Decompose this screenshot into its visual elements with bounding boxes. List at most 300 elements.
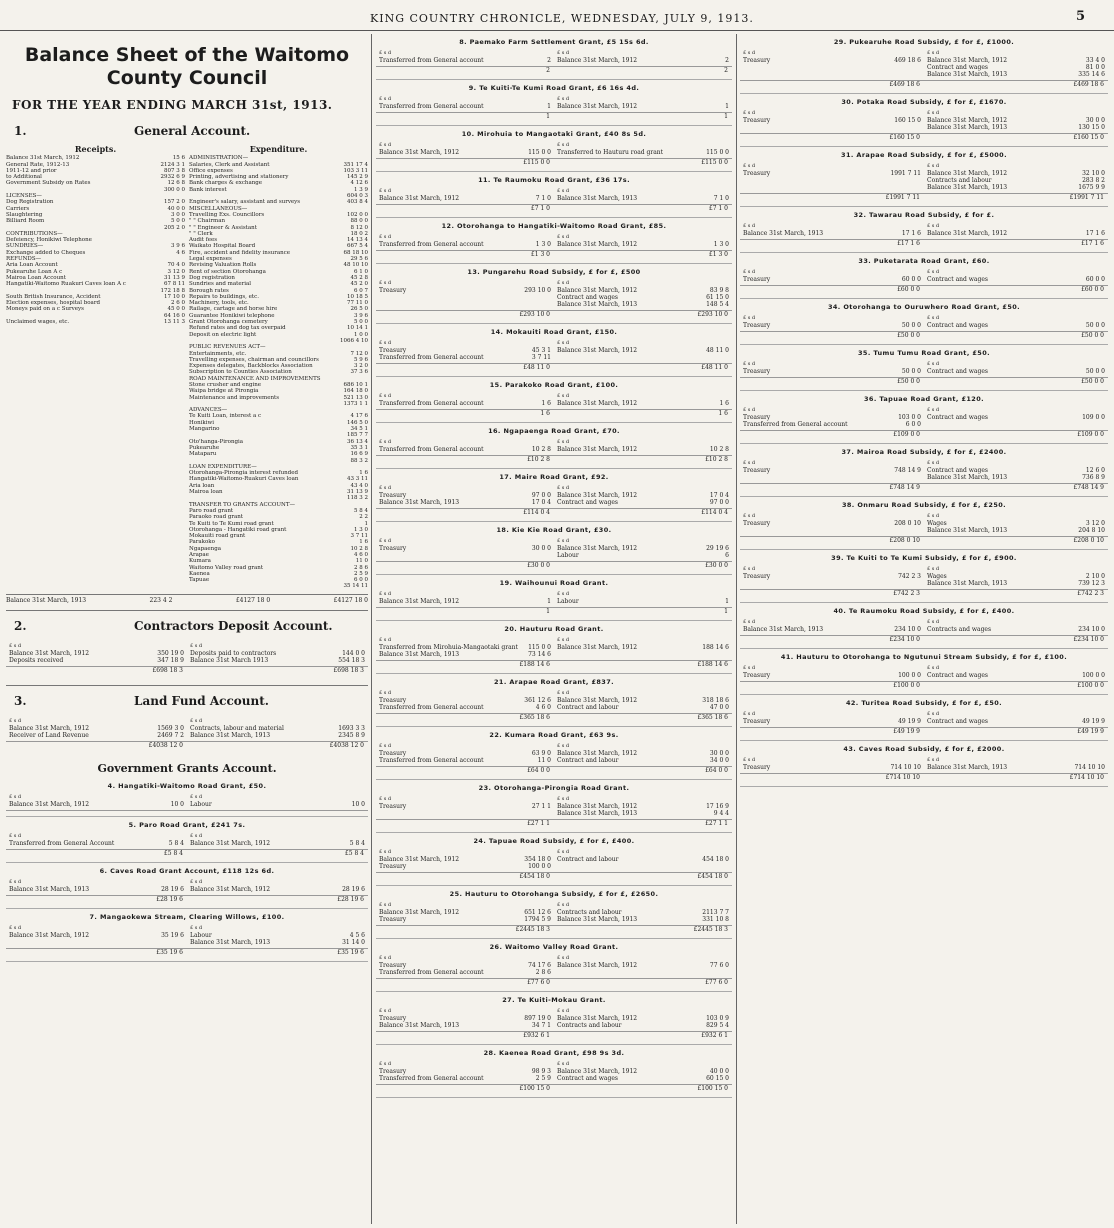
ledger-row [6, 319, 185, 325]
left-side [740, 764, 924, 771]
ledger-label: Mairoa Loan Account [6, 274, 66, 281]
entry-label: Balance 31st March, 1913 [557, 810, 638, 817]
grant-entry [376, 218, 732, 264]
ledger-amount: 2 2 [359, 514, 368, 521]
entry-body [740, 322, 1108, 329]
total-right: £49 19 9 [924, 727, 1108, 735]
entry-label: Treasury [379, 545, 407, 552]
entry-label: Balance 31st March, 1912 [9, 931, 90, 939]
left-side [376, 545, 554, 559]
lsd-row [376, 538, 732, 545]
lsd-left: £ s d [379, 796, 392, 802]
entry-totals [740, 430, 1108, 438]
ledger-label: Engineer's salary, assistant and surveys [189, 199, 301, 206]
ledger-amount: 43 4 0 [350, 482, 368, 489]
total-left: £50 0 0 [740, 331, 924, 339]
lsd-left: £ s d [379, 234, 392, 240]
total-left: £50 0 0 [740, 377, 924, 385]
ledger-label: Repairs to buildings, etc. [189, 293, 259, 300]
ledger-label: Railage, cartage and horse hire [189, 306, 278, 313]
closing-label: Balance 31st March, 1913 [6, 596, 87, 604]
ledger-label: Pukearuhe Loan A c [6, 268, 63, 275]
grant-entry [376, 939, 732, 992]
entry-line [379, 598, 551, 605]
entry-amount: 31 14 0 [342, 938, 365, 946]
entry-amount: 1 3 0 [535, 241, 551, 248]
entry-totals [740, 80, 1108, 88]
entry-line [743, 672, 921, 679]
entry-amount: 2 8 6 [535, 969, 551, 976]
ledger-amount: 185 7 7 [347, 432, 368, 439]
entry-amount: 736 8 9 [1082, 474, 1105, 481]
grant-entry [740, 497, 1108, 550]
entry-label: Treasury [743, 467, 771, 474]
entry-line [743, 421, 921, 428]
entry-line [557, 552, 729, 559]
ledger-label: Borough rates [189, 287, 229, 294]
left-side [376, 287, 554, 308]
entry-label: Transferred from General account [379, 446, 484, 453]
entry-label: Contracts, labour and material [190, 724, 284, 732]
ledger-amount: 45 2 8 [350, 274, 368, 281]
grant-title: 38. Onmaru Road Subsidy, £ for £, £250. [841, 501, 1007, 509]
ledger-label: Te Kuiti Loan, interest a c [189, 413, 262, 420]
ledger-label: ADVANCES— [189, 407, 228, 414]
lsd-left: £ s d [743, 50, 756, 56]
entry-body [376, 644, 732, 658]
entry-body [376, 598, 732, 605]
grant-title: 11. Te Raumoku Road Grant, £36 17s. [478, 176, 630, 184]
total-right: £4038 12 0 [187, 741, 368, 749]
entry-amount: 10 0 [351, 800, 365, 808]
lsd-left: £ s d [379, 188, 392, 194]
entry-line [190, 801, 365, 808]
entry-line [927, 573, 1105, 580]
ledger-amount: 172 18 8 [160, 287, 185, 294]
grant-title: 31. Arapae Road Subsidy, £ for £, £5000. [841, 151, 1007, 159]
total-right: £100 0 0 [924, 681, 1108, 689]
entry-amount: 103 0 9 [706, 1015, 729, 1022]
lsd-right: £ s d [557, 538, 570, 544]
entry-amount: 318 18 6 [702, 697, 729, 704]
left-side [376, 1068, 554, 1082]
grant-title: 27. Te Kuiti-Mokau Grant. [502, 996, 606, 1004]
lsd-right: £ s d [557, 591, 570, 597]
ledger-label: Slaughtering [6, 211, 43, 218]
entry-label: Treasury [743, 672, 771, 679]
entry-amount: 148 5 4 [706, 301, 729, 308]
entry-amount: 742 2 3 [898, 573, 921, 580]
entry-line [9, 932, 184, 939]
total-right: £30 0 0 [554, 561, 732, 569]
entry-line [379, 1015, 551, 1022]
contractors-header [14, 619, 368, 633]
ledger-label: TRANSFER TO GRANTS ACCOUNT— [189, 501, 296, 508]
expenditure-list [189, 155, 368, 589]
headline [6, 44, 368, 90]
total-right: £10 2 8 [554, 455, 732, 463]
entry-label: Balance 31st March, 1913 [9, 885, 90, 893]
left-side [376, 803, 554, 817]
entry-body [376, 750, 732, 764]
entry-body [740, 764, 1108, 771]
entry-amount: 28 19 6 [161, 885, 184, 893]
lsd-right: £ s d [557, 690, 570, 696]
lsd-left: £ s d [379, 902, 392, 908]
entry-amount: 50 0 0 [1085, 368, 1105, 375]
total-left: £188 14 6 [376, 660, 554, 668]
entry-amount: 714 10 10 [890, 764, 921, 771]
expenditure-title: Expenditure. [249, 144, 308, 154]
entry-line [557, 103, 729, 110]
headline-line-2: County Council [106, 67, 268, 89]
contractors-title: Contractors Deposit Account. [134, 618, 333, 633]
ledger-amount: 70 4 0 [167, 262, 185, 269]
ledger-label: Defeiency, Honikiwi Telephone [6, 237, 92, 244]
entry-line [379, 644, 551, 651]
entry-totals [740, 285, 1108, 293]
lsd-left: £ s d [9, 793, 22, 800]
column-rule [371, 34, 372, 1224]
ledger-amount: 1 6 [359, 470, 368, 477]
ledger-label: Dog registration [189, 274, 235, 281]
ledger-amount: 403 8 4 [347, 199, 368, 206]
entry-line [927, 276, 1105, 283]
entry-amount: 10 0 [170, 800, 184, 808]
total-left: £28 19 6 [6, 895, 187, 903]
entry-amount: 17 16 9 [706, 803, 729, 810]
entry-totals [740, 239, 1108, 247]
entry-label: Balance 31st March, 1913 [190, 938, 271, 946]
right-side [554, 57, 732, 64]
total-right: £188 14 6 [554, 660, 732, 668]
ledger-label: Arapae [189, 552, 209, 558]
entry-line [379, 969, 551, 976]
left-side [6, 840, 187, 847]
entry-body [740, 718, 1108, 725]
entry-body [376, 400, 732, 407]
entry-label: Receiver of Land Revenue [9, 731, 89, 739]
entry-body [376, 909, 732, 923]
grant-entry [376, 886, 732, 939]
lsd-right: £ s d [190, 832, 203, 839]
right-side [554, 1015, 732, 1029]
entry-label: Balance 31st March, 1912 [379, 195, 460, 202]
total-left: £1991 7 11 [740, 193, 924, 201]
ledger-amount: 3 2 0 [354, 363, 368, 370]
ledger-amount: 205 2 0 [164, 224, 185, 231]
ledger-label: Aria Loan Account [6, 262, 58, 269]
ledger-label: Mairoa loan [189, 489, 223, 496]
total-left: £60 0 0 [740, 285, 924, 293]
ledger-label: LOAN EXPENDITURE— [189, 463, 257, 470]
page-number: 5 [1076, 9, 1086, 24]
left-side [740, 117, 924, 131]
total-left: £293 10 0 [376, 310, 554, 318]
ledger-amount: 1066 4 10 [340, 337, 368, 344]
lsd-row [6, 833, 368, 840]
entry-amount: 45 3 1 [531, 347, 551, 354]
entry-label: Balance 31st March, 1913 [557, 301, 638, 308]
right-side [554, 241, 732, 248]
lsd-right: £ s d [927, 223, 940, 229]
entry-amount: 49 19 9 [1082, 718, 1105, 725]
grant-title: 16. Ngapaenga Road Grant, £70. [488, 427, 620, 435]
grant-entry [6, 863, 368, 909]
ledger-amount: 103 3 11 [343, 167, 368, 174]
grant-title: 5. Paro Road Grant, £241 7s. [128, 820, 246, 829]
entry-amount: 17 0 4 [709, 492, 729, 499]
lsd-right: £ s d [927, 665, 940, 671]
left-side [740, 573, 924, 587]
entry-label: Contract and wages [927, 672, 988, 679]
entry-body [376, 962, 732, 976]
grant-title: 13. Pungarehu Road Subsidy, £ for £, £500 [467, 268, 641, 276]
ledger-label: General Rate, 1912-13 [6, 161, 70, 168]
entry-body [376, 241, 732, 248]
lsd-row [740, 315, 1108, 322]
entry-amount: 651 12 6 [524, 909, 551, 916]
general-account-title: General Account. [134, 124, 251, 138]
right-side [554, 750, 732, 764]
entry-amount: 17 1 6 [1085, 230, 1105, 237]
total-left: £2445 18 3 [376, 925, 554, 933]
ledger-label: Aria loan [189, 482, 215, 489]
total-left: £100 0 0 [740, 681, 924, 689]
entry-line [379, 909, 551, 916]
entry-body [740, 672, 1108, 679]
entry-totals [376, 713, 732, 721]
total-left: £17 1 6 [740, 239, 924, 247]
entry-totals [376, 819, 732, 827]
ledger-amount: 13 11 3 [164, 319, 185, 326]
right-side [554, 545, 732, 559]
grant-entry [376, 469, 732, 522]
entry-label: Treasury [743, 718, 771, 725]
grant-title: 23. Otorohanga-Pirongia Road Grant. [478, 784, 630, 792]
entry-line [557, 287, 729, 294]
right-side [187, 725, 368, 739]
entry-label: Contracts and wages [927, 626, 992, 633]
receipts-side [6, 144, 185, 590]
ledger-label: " " Clerk [189, 230, 213, 237]
entry-amount: 30 0 0 [531, 545, 551, 552]
entry-amount: 48 11 0 [706, 347, 729, 354]
ledger-label: Sundries and material [189, 281, 252, 288]
ledger-label: Bank charges & exchange [189, 180, 263, 187]
lsd-row [376, 234, 732, 241]
entry-totals [740, 193, 1108, 201]
total-right: £5 8 4 [187, 849, 368, 857]
ledger-amount: 1373 1 1 [343, 400, 368, 407]
ledger-label: Kumara [189, 558, 211, 565]
entry-totals [376, 607, 732, 615]
grant-entry [376, 833, 732, 886]
lsd-left: £ s d [743, 566, 756, 572]
ledger-label: Paro road grant [189, 507, 234, 514]
entry-totals [740, 483, 1108, 491]
ledger-label: Paraoko road grant [189, 514, 244, 521]
lsd-right: £ s d [927, 361, 940, 367]
right-side [924, 322, 1108, 329]
lsd-right: £ s d [557, 142, 570, 148]
entry-label: Transferred from General account [379, 400, 484, 407]
lsd-right: £ s d [190, 878, 203, 885]
general-closing [6, 594, 368, 604]
grant-entry [376, 34, 732, 80]
headline-subtitle: FOR THE YEAR ENDING MARCH 31st, 1913. [12, 98, 333, 112]
entry-label: Contract and wages [927, 718, 988, 725]
entry-amount: 1 [725, 103, 729, 110]
ledger-amount: 5 9 6 [354, 356, 368, 363]
entry-label: Treasury [743, 57, 771, 64]
entry-label: Contract and wages [927, 64, 988, 71]
ledger-amount: 7 12 0 [350, 350, 368, 357]
entry-amount: 10 2 8 [709, 446, 729, 453]
ledger-amount: 43 3 11 [347, 476, 368, 483]
entry-line [379, 347, 551, 354]
ledger-amount: 118 3 2 [347, 495, 368, 502]
lsd-row [740, 163, 1108, 170]
ledger-amount: 1 6 [359, 539, 368, 546]
ledger-amount: 64 16 0 [164, 312, 185, 319]
entry-body [6, 801, 368, 808]
total-left: 1 [376, 607, 554, 615]
ledger-amount: 1 3 0 [354, 526, 368, 533]
entry-amount: 63 9 0 [531, 750, 551, 757]
contractors-body [6, 639, 368, 679]
lsd-row [740, 269, 1108, 276]
lsd-left: £ s d [743, 315, 756, 321]
entry-body [376, 856, 732, 870]
lsd-right: £ s d [557, 955, 570, 961]
ledger-label: Mataparu [189, 451, 217, 458]
entry-label: Treasury [743, 368, 771, 375]
entry-totals [740, 331, 1108, 339]
ledger-label: Tapuae [189, 577, 210, 584]
entry-body [376, 446, 732, 453]
left-side [740, 414, 924, 428]
lsd-row [376, 743, 732, 750]
lsd-left: £ s d [379, 393, 392, 399]
landfund-title: Land Fund Account. [134, 693, 269, 708]
ledger-label: to Additional [6, 174, 42, 181]
grant-title: 33. Puketarata Road Grant, £60. [858, 257, 990, 265]
right-side [554, 803, 732, 817]
lsd-right: £ s d [557, 849, 570, 855]
entry-line [557, 294, 729, 301]
entry-label: Treasury [379, 916, 407, 923]
entry-totals [6, 948, 368, 956]
ledger-label: Printing, advertising and stationery [189, 174, 289, 181]
entry-amount: 40 0 0 [709, 1068, 729, 1075]
right-side [554, 598, 732, 605]
lsd-left: £ s d [379, 743, 392, 749]
entry-line [557, 347, 729, 354]
entry-line [9, 886, 184, 893]
entry-amount: 208 0 10 [894, 520, 921, 527]
ledger-amount: 36 13 4 [347, 438, 368, 445]
ledger-amount: 45 0 0 [167, 306, 185, 313]
entry-label: Contract and labour [557, 757, 619, 764]
entry-amount: 1 3 0 [713, 241, 729, 248]
entry-body [740, 57, 1108, 78]
lsd-row [376, 902, 732, 909]
entry-line [379, 697, 551, 704]
lsd-right: £ s d [190, 642, 203, 649]
entry-amount: 103 0 0 [898, 414, 921, 421]
entry-body [740, 626, 1108, 633]
general-account-header [14, 124, 368, 138]
landfund-entries [6, 714, 368, 754]
entry-label: Balance 31st March, 1913 [927, 124, 1008, 131]
entry-totals [6, 666, 368, 674]
ledger-amount: 300 0 0 [164, 186, 185, 193]
ledger-amount: 37 3 6 [350, 369, 368, 376]
ledger-label: PUBLIC REVENUES ACT— [189, 344, 266, 351]
entry-line [557, 909, 729, 916]
entry-label: Treasury [743, 573, 771, 580]
lsd-row [740, 407, 1108, 414]
entry-totals [376, 1031, 732, 1039]
grants-column-1 [6, 778, 368, 962]
total-left: £208 0 10 [740, 536, 924, 544]
entry-label: Treasury [743, 276, 771, 283]
entry-amount: 50 0 0 [1085, 322, 1105, 329]
ledger-label: Moneys paid on a c Surveys [6, 306, 84, 313]
entry-body [376, 195, 732, 202]
entry-amount: 1 6 [541, 400, 551, 407]
grant-entry [376, 674, 732, 727]
ledger-amount: 351 17 4 [343, 161, 368, 168]
entry-line [190, 650, 365, 657]
entry-line [190, 932, 365, 939]
grant-entry [376, 423, 732, 469]
lsd-left: £ s d [379, 591, 392, 597]
right-side [554, 909, 732, 923]
entry-line [190, 732, 365, 739]
lsd-left: £ s d [743, 711, 756, 717]
entry-label: Balance 31st March, 1913 [927, 474, 1008, 481]
ledger-amount: 3 7 11 [350, 533, 368, 540]
entry-line [927, 230, 1105, 237]
entry-totals [376, 409, 732, 417]
grant-entry [740, 345, 1108, 391]
entry-line [379, 856, 551, 863]
lsd-right: £ s d [927, 269, 940, 275]
entry-label: Balance 31st March, 1912 [557, 103, 638, 110]
entry-amount: 2 [725, 57, 729, 64]
grant-title: 4. Hangatiki-Waitomo Road Grant, £50. [107, 781, 267, 790]
entry-line [379, 750, 551, 757]
total-left: £1 3 0 [376, 250, 554, 258]
entry-body [376, 287, 732, 308]
entry-line [743, 626, 921, 633]
right-side [187, 801, 368, 808]
entry-body [6, 725, 368, 739]
ledger-amount: 3 9 6 [171, 243, 185, 250]
ledger-amount: 17 10 0 [164, 293, 185, 300]
entry-label: Contract and wages [557, 1075, 618, 1082]
entry-label: Contract and wages [557, 499, 618, 506]
total-left: £714 10 10 [740, 773, 924, 781]
total-right [187, 810, 368, 811]
entry-body [740, 230, 1108, 237]
entry-amount: 74 17 6 [528, 962, 551, 969]
ledger-label: Revising Valuation Rolls [189, 262, 257, 269]
lsd-row [376, 280, 732, 287]
entry-amount: 11 0 [537, 757, 551, 764]
